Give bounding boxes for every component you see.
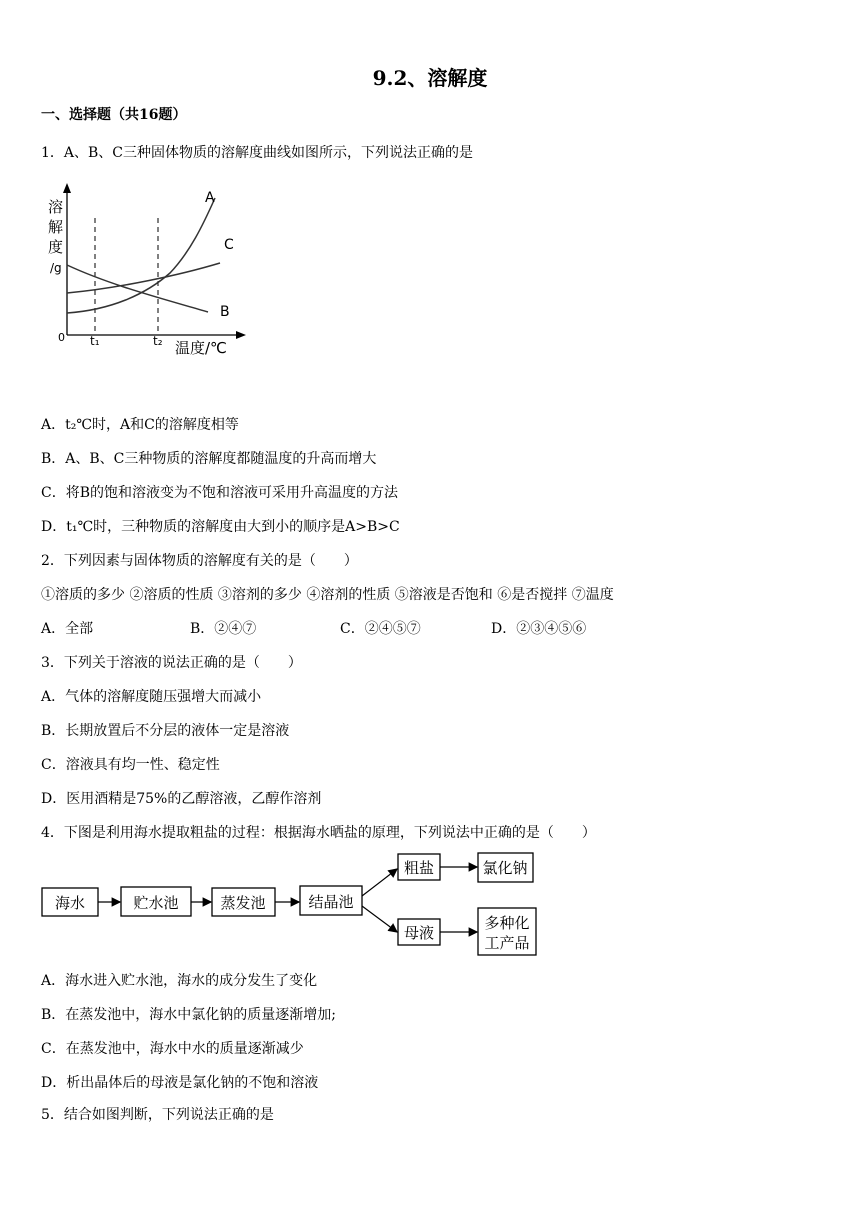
q3-stem: 3．下列关于溶液的说法正确的是（ ）: [41, 655, 302, 671]
q3-option-b: B．长期放置后不分层的液体一定是溶液: [41, 723, 290, 739]
q1-option-d: D．t₁℃时，三种物质的溶解度由大到小的顺序是A>B>C: [41, 519, 400, 535]
t2-label: t₂: [153, 334, 163, 348]
box-reservoir-label: 贮水池: [133, 894, 179, 912]
q3-option-c: C．溶液具有均一性、稳定性: [41, 757, 220, 773]
xlabel: 温度/℃: [175, 339, 227, 357]
box-seawater-label: 海水: [54, 894, 86, 912]
t1-label: t₁: [90, 334, 100, 348]
q5-stem: 5．结合如图判断，下列说法正确的是: [41, 1107, 274, 1123]
q2-factors: ①溶质的多少 ②溶质的性质 ③溶剂的多少 ④溶剂的性质 ⑤溶液是否饱和 ⑥是否搅拌 ⑦温度: [41, 587, 614, 603]
ylabel-2: 解: [48, 218, 64, 236]
section-heading: 一、选择题（共16题）: [41, 107, 187, 123]
box-nacl-label: 氯化钠: [482, 859, 528, 877]
x-axis-arrow: [236, 331, 246, 339]
origin-label: 0: [58, 331, 65, 344]
q4-option-b: B．在蒸发池中，海水中氯化钠的质量逐渐增加;: [41, 1007, 337, 1023]
box-mother-liquor-label: 母液: [403, 924, 435, 942]
q4-option-d: D．析出晶体后的母液是氯化钠的不饱和溶液: [41, 1075, 319, 1091]
page-title: 9.2、溶解度: [372, 66, 488, 90]
solubility-curve-figure: [40, 180, 250, 360]
q3-option-d: D．医用酒精是75%的乙醇溶液，乙醇作溶剂: [41, 791, 322, 807]
box-products-label-1: 多种化: [484, 914, 530, 932]
curve-b-label: B: [220, 304, 230, 320]
ylabel-4: /g: [50, 261, 62, 275]
curve-a: [67, 198, 215, 313]
q2-option-a: A．全部: [41, 621, 94, 637]
y-axis-arrow: [63, 183, 71, 193]
box-crystallization-label: 结晶池: [308, 893, 354, 911]
q1-option-c: C．将B的饱和溶液变为不饱和溶液可采用升高温度的方法: [41, 485, 398, 501]
box-products-label-2: 工产品: [484, 934, 530, 952]
q2-option-c: C．②④⑤⑦: [340, 621, 421, 637]
q4-stem: 4．下图是利用海水提取粗盐的过程：根据海水晒盐的原理，下列说法中正确的是（ ）: [41, 825, 596, 841]
curve-c-label: C: [224, 237, 234, 253]
curve-a-label: A: [205, 190, 215, 206]
q4-option-c: C．在蒸发池中，海水中水的质量逐渐减少: [41, 1041, 304, 1057]
q1-option-a: A．t₂℃时，A和C的溶解度相等: [41, 417, 239, 433]
q2-stem: 2．下列因素与固体物质的溶解度有关的是（ ）: [41, 553, 358, 569]
q1-stem: 1．A、B、C三种固体物质的溶解度曲线如图所示，下列说法正确的是: [41, 145, 474, 161]
q4-option-a: A．海水进入贮水池，海水的成分发生了变化: [41, 973, 318, 989]
sea-salt-flowchart: [40, 850, 540, 958]
arrow-to-crude-salt: [362, 869, 397, 896]
q1-option-b: B．A、B、C三种物质的溶解度都随温度的升高而增大: [41, 451, 377, 467]
box-crude-salt-label: 粗盐: [403, 859, 435, 877]
arrow-to-mother-liquor: [362, 906, 397, 932]
ylabel-3: 度: [48, 238, 64, 256]
q2-option-b: B．②④⑦: [190, 621, 257, 637]
box-evaporation-label: 蒸发池: [220, 894, 266, 912]
q2-option-d: D．②③④⑤⑥: [491, 621, 587, 637]
q3-option-a: A．气体的溶解度随压强增大而减小: [41, 689, 262, 705]
ylabel-1: 溶: [48, 198, 64, 216]
curve-c: [67, 263, 220, 293]
